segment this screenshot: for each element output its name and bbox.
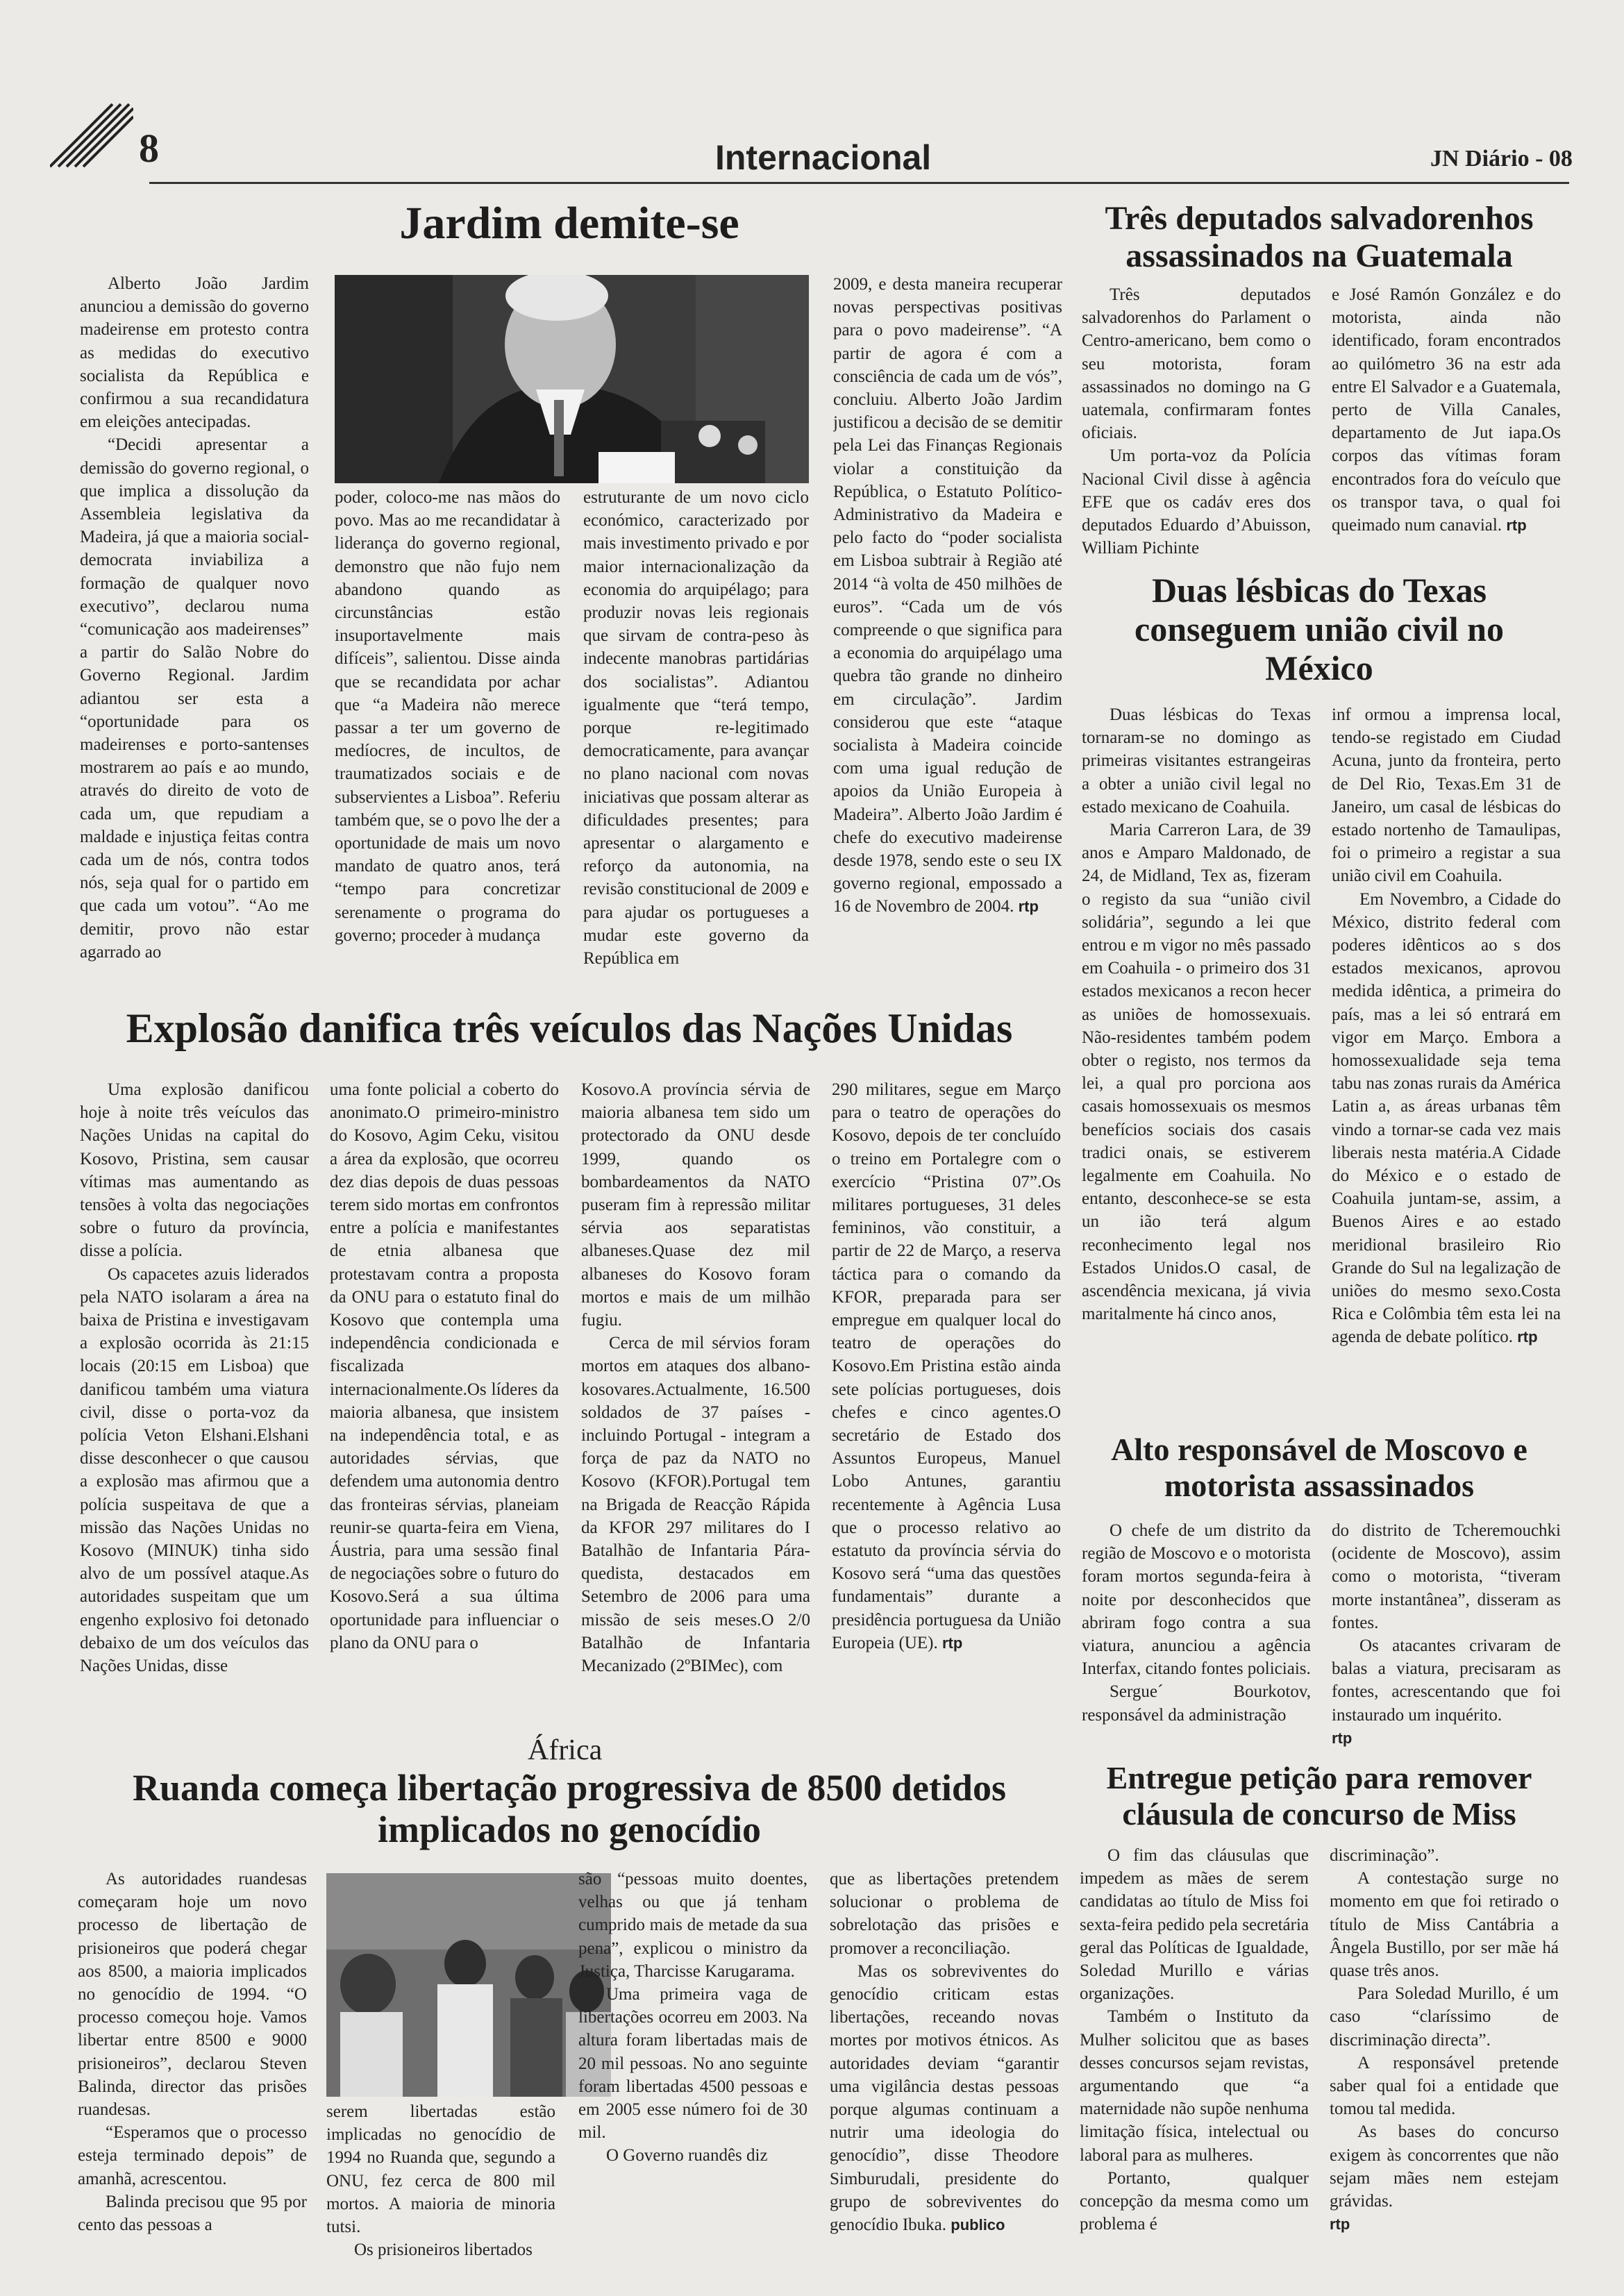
- jardim-p1: Alberto João Jardim anunciou a demissão do governo madeirense em protesto contra as medidas do executivo socialista da República e confirmou a sua recandidatura em eleições antecipadas.: [80, 274, 309, 432]
- kosovo-signature: rtp: [941, 1634, 963, 1652]
- texas-p2: Maria Carreron Lara, de 39 anos e Amparo Maldonado, de 24, de Midland, Tex as, fizeram o registo da sua “união civil solidária”, segundo a lei que entrou e m vigor no mês passado em Coahuila - o primeiro dos 31 estados mexicanos a recon hecer as uniões de homossexuais. Não-residentes também podem obter o registo, nos termos da lei, a qual pro porciona aos casais homossexuais os mesmos benefícios sociais dos casais tradici onais, se estiverem legalmente em Coahuila. No entanto, desconhece-se se esta un ião terá algum reconhecimento legal nos Estados Unidos.O casal, de ascendência mexicana, já vivia maritalmente há cinco anos,: [1082, 821, 1311, 1324]
- kosovo-col2-text: uma fonte policial a coberto do anonimato.O primeiro-ministro do Kosovo, Agim Ceku, visitou a área da explosão, que ocorreu dez dias depois de duas pessoas terem sido mortas em confrontos entre a polícia e manifestantes de etnia albanesa que protestavam contra a proposta da ONU para o estatuto final do Kosovo que contempla uma independência condicionada e fiscalizada internacionalmente.Os líderes da maioria albanesa, que insistem na independência total, e as autoridades sérvias, que defendem uma autonomia dentro das fronteiras sérvias, planeiam reunir-se quarta-feira em Viena, Áustria, para uma sessão final de negociações sobre o futuro do Kosovo.Será a sua última oportunidade para influenciar o plano da ONU para o: [330, 1080, 559, 1652]
- miss-headline: Entregue petição para remover cláusula de concurso de Miss: [1106, 1760, 1532, 1832]
- ruanda-col2: [326, 2100, 555, 2274]
- ruanda-col1: [78, 1868, 307, 2270]
- kosovo-col3: [581, 1078, 810, 1731]
- ruanda-col4: [830, 1868, 1059, 2270]
- jardim-photo: [335, 275, 809, 483]
- kosovo-col2: [330, 1078, 559, 1731]
- jardim-col4-text: 2009, e desta maneira recuperar novas perspectivas positivas para o povo madeirense”. “A partir de agora é com a consciência de cada um de vós”, concluiu. Alberto João Jardim justificou a decisão de se demitir pela Lei das Finanças Regionais violar a constituição da República, o Estatuto Político-Administrativo da Madeira e pelo facto do “poder socialista em Lisboa subtrair à Região até 2014 “à volta de 450 milhões de euros”. “Cada um de vós compreende o que significa para a economia do arquipélago uma quebra tão grande no dinheiro em circulação”. Jardim considerou que este “ataque socialista à Madeira coincide com uma igual redução de apoios da União Europeia à Madeira”. Alberto João Jardim é chefe do executivo madeirense desde 1978, sendo este o seu IX governo regional, empossado a 16 de Novembro de 2004.: [833, 275, 1062, 916]
- miss-p3: Portanto, qualquer concepção da mesma como um problema é: [1080, 2168, 1309, 2234]
- kosovo-col1: [80, 1078, 309, 1731]
- moscovo-col2: [1332, 1519, 1561, 1755]
- kosovo-headline: Explosão danifica três veículos das Nações Unidas: [126, 1005, 1013, 1051]
- ruanda-signature: publico: [951, 2216, 1005, 2234]
- kosovo-col4: [832, 1078, 1061, 1731]
- guatemala-headline: Três deputados salvadorenhos assassinados na Guatemala: [1105, 200, 1534, 274]
- guatemala-col2: [1332, 283, 1561, 561]
- jardim-signature: rtp: [1018, 898, 1039, 916]
- moscovo-headline: Alto responsável de Moscovo e motorista assassinados: [1111, 1432, 1527, 1503]
- kosovo-p3: Kosovo.A província sérvia de maioria albanesa tem sido um protectorado da ONU desde 1999, quando os bombardeamentos da NATO puseram fim à repressão militar sérvia aos separatistas albaneses.Quase dez mil albaneses do Kosovo foram mortos e mais de um milhão fugiu.: [581, 1080, 810, 1330]
- miss-signature: rtp: [1330, 2215, 1350, 2234]
- ruanda-p3: Balinda precisou que 95 por cento das pessoas a: [78, 2192, 307, 2235]
- moscovo-p2: Sergue´ Bourkotov, responsável da administração: [1082, 1682, 1311, 1725]
- miss-p4: discriminação”.: [1330, 1846, 1439, 1865]
- miss-p5: A contestação surge no momento em que foi retirado o título de Miss Cantábria a Ângela Bustillo, por ser mãe há quase três anos.: [1330, 1869, 1559, 1981]
- miss-col2: [1330, 1844, 1559, 2274]
- miss-p8: As bases do concurso exigem às concorrentes que não sejam mães nem estejam grávidas.: [1330, 2122, 1559, 2211]
- ruanda-p8: O Governo ruandês diz: [606, 2146, 768, 2165]
- guatemala-col2-text: e José Ramón González e do motorista, ainda não identificado, foram encontrados ao quilómetro 36 na estr ada entre El Salvador e a Guatemala, perto de Villa Canales, departamento de Jut iapa.Os corpos das vítimas foram encontrados fora do veículo que os transpor tava, o qual foi queimado num canavial.: [1332, 285, 1561, 535]
- texas-col1: [1082, 703, 1311, 1425]
- jardim-col3-text: estruturante de um novo ciclo económico, caracterizado por mais investimento privado e por maior internacionalização da economia do arquipélago; para produzir novas leis regionais que sirvam de contra-peso às indecente manobras partidárias dos socialistas”. Adiantou igualmente que “terá tempo, porque re-legitimado democraticamente, para avançar no plano nacional com novas iniciativas que possam alterar as dificuldades presentes; para apresentar o alargamento e reforço da autonomia, na revisão constitucional de 2009 e para ajudar os portugueses a mudar este governo da República em: [583, 488, 809, 969]
- moscovo-p4: Os atacantes crivaram de balas a viatura, precisaram as fontes, acrescentando que foi instaurado um inquérito.: [1332, 1636, 1561, 1725]
- page-number-stripes-icon: [50, 97, 133, 174]
- kosovo-p2: Os capacetes azuis liderados pela NATO isolaram a área na baixa de Pristina e investigavam a explosão ocorrida às 21:15 locais (20:15 em Lisboa) que danificou também uma viatura civil, disse o porta-voz da polícia Veton Elshani.Elshani disse desconhecer o que causou a explosão mas afirmou que a polícia suspeitava de que a missão das Nações Unidas no Kosovo (MINUK) tinha sido alvo de um possível ataque.As autoridades suspeitam que um engenho explosivo foi detonado debaixo de um dos veículos das Nações Unidas, disse: [80, 1264, 309, 1676]
- kosovo-p1: Uma explosão danificou hoje à noite três veículos das Nações Unidas na capital do Kosovo, Pristina, sem causar vítimas mas aumentando as tensões à volta das negociações sobre o futuro da província, disse a polícia.: [80, 1080, 309, 1261]
- ruanda-p6: são “pessoas muito doentes, velhas ou que já tenham cumprido mais de metade da sua pena”, explicou o ministro da Justiça, Tharcisse Karugarama.: [578, 1870, 807, 1981]
- section-title: Internacional: [715, 138, 932, 177]
- jardim-col2: [335, 486, 560, 996]
- moscovo-col1: [1082, 1519, 1311, 1755]
- texas-signature: rtp: [1517, 1328, 1538, 1346]
- miss-col1: [1080, 1844, 1309, 2274]
- guatemala-signature: rtp: [1506, 517, 1527, 535]
- ruanda-p10: Mas os sobreviventes do genocídio criticam estas libertações, receando novas mortes por motivos étnicos. As autoridades deviam “garantir uma vigilância destas pessoas porque algumas continuam a nutrir uma ideologia do genocídio”, disse Theodore Simburudali, presidente do grupo de sobreviventes do genocídio Ibuka.: [830, 1961, 1059, 2235]
- miss-p7: A responsável pretende saber qual foi a entidade que tomou tal medida.: [1330, 2053, 1559, 2119]
- moscovo-p1: O chefe de um distrito da região de Moscovo e o motorista foram mortos segunda-feira à noite por desconhecidos que abriram fogo contra a sua viatura, anunciou a agência Interfax, citando fontes policiais.: [1082, 1521, 1311, 1679]
- texas-col2: [1332, 703, 1561, 1425]
- jardim-p2: “Decidi apresentar a demissão do governo regional, o que implica a dissolução da Assembleia legislativa da Madeira, já que a maioria social-democrata inviabiliza a formação de qualquer novo executivo”, declarou numa “comunicação aos madeirenses” a partir do Salão Nobre do Governo Regional. Jardim adiantou ser esta a “oportunidade para os madeirenses e porto-santenses mostrarem ao país e ao mundo, através do direito de voto de cada um, que repudiam a maldade e injustiça feitas contra cada um de nós, contra todos nós, seja qual for o partido em que cada um votou”. “Ao me demitir, provo não estar agarrado ao: [80, 435, 309, 962]
- ruanda-photo: [326, 1873, 611, 2097]
- ruanda-col3: [578, 1868, 807, 2270]
- ruanda-p5: Os prisioneiros libertados: [354, 2240, 533, 2260]
- miss-p2: Também o Instituto da Mulher solicitou que as bases desses concursos sejam revistas, argumentando que “a maternidade não supõe nenhuma limitação física, intelectual ou laboral para as mulheres.: [1080, 2007, 1309, 2165]
- ruanda-p7: Uma primeira vaga de libertações ocorreu em 2003. Na altura foram libertadas mais de 20 mil pessoas. No ano seguinte foram libertadas 4500 pessoas e em 2005 esse número foi de 30 mil.: [578, 1985, 807, 2143]
- texas-p1: Duas lésbicas do Texas tornaram-se no domingo as primeiras visitantes estrangeiras a obter a união civil legal no estado mexicano de Coahuila.: [1082, 705, 1311, 816]
- kosovo-p4: Cerca de mil sérvios foram mortos em ataques dos albano-kosovares.Actualmente, 16.500 soldados de 37 países - incluindo Portugal - integram a força de paz da NATO no Kosovo (KFOR).Portugal tem na Brigada de Reacção Rápida da KFOR 297 militares do I Batalhão de Infantaria Pára-quedista, destacados em Setembro de 2006 para uma missão de seis meses.O 2/0 Batalhão de Infantaria Mecanizado (2ºBIMec), com: [581, 1334, 810, 1676]
- jardim-col4: [833, 273, 1062, 995]
- page-number: 8: [139, 126, 159, 171]
- texas-p3: inf ormou a imprensa local, tendo-se registado em Ciudad Acuna, junto da fronteira, perto de Del Rio, Texas.Em 31 de Janeiro, um casal de lésbicas do estado nortenho de Tamaulipas, foi o primeiro a registar a sua união civil em Coahuila.: [1332, 705, 1561, 886]
- jardim-col3: [583, 486, 809, 996]
- guatemala-col1: [1082, 283, 1311, 561]
- ruanda-p9: que as libertações pretendem solucionar o problema de sobrelotação das prisões e promover a reconciliação.: [830, 1870, 1059, 1958]
- miss-p1: O fim das cláusulas que impedem as mães de serem candidatas ao título de Miss foi sexta-feira pedido pela secretária geral das Políticas de Igualdade, Soledad Murillo e várias organizações.: [1080, 1846, 1309, 2004]
- ruanda-headline: Ruanda começa libertação progressiva de 8500 detidos implicados no genocídio: [133, 1767, 1006, 1851]
- moscovo-signature: rtp: [1332, 1729, 1353, 1747]
- ruanda-p1: As autoridades ruandesas começaram hoje um novo processo de libertação de prisioneiros que poderá chegar aos 8500, a maioria implicados no genocídio de 1994. “O processo começou hoje. Vamos libertar entre 8500 e 9000 prisioneiros”, declarou Steven Balinda, director das prisões ruandesas.: [78, 1870, 307, 2120]
- miss-p6: Para Soledad Murillo, é um caso “claríssimo de discriminação directa”.: [1330, 1984, 1559, 2050]
- guatemala-p1: Três deputados salvadorenhos do Parlament o Centro-americano, bem como o seu motorista, foram assassinados no domingo na G uatemala, confirmaram fontes oficiais.: [1082, 285, 1311, 443]
- ruanda-kicker: África: [528, 1734, 603, 1766]
- texas-p4: Em Novembro, a Cidade do México, distrito federal com poderes idênticos ao s dos estados mexicanos, aprovou medida idêntica, a primeira do país, mas a lei só entrará em vigor em Março. Embora a homossexualidade seja tema tabu nas zonas rurais da América Latin a, as áreas urbanas têm vindo a tornar-se cada vez mais liberais nesta matéria.A Cidade do México e o estado de Coahuila juntam-se, assim, a Buenos Aires e ao estado meridional brasileiro Rio Grande do Sul na legalização de uniões do mesmo sexo.Costa Rica e Colômbia têm esta lei na agenda de debate político.: [1332, 889, 1561, 1347]
- header-rule: [149, 182, 1569, 184]
- jardim-col2-text: poder, coloco-me nas mãos do povo. Mas ao me recandidatar à liderança do governo regional, demonstro que não fujo nem abandono quando as circunstâncias estão insuportavelmente mais difíceis”, salientou. Disse ainda que se recandidata por achar que “a Madeira não merece passar a ter um governo de medíocres, de incultos, de traumatizados sociais e de subservientes a Lisboa”. Referiu também que, se o povo lhe der a oportunidade de mais um novo mandato de quatro anos, terá “tempo para concretizar serenamente o programa do governo; proceder à mudança: [335, 488, 560, 945]
- jardim-headline: Jardim demite-se: [399, 198, 739, 249]
- ruanda-p2: “Esperamos que o processo esteja terminado depois” de amanhã, acrescentou.: [78, 2123, 307, 2188]
- texas-headline: Duas lésbicas do Texas conseguem união civil no México: [1135, 571, 1504, 687]
- moscovo-p3: do distrito de Tcheremouchki (ocidente de Moscovo), assim como o motorista, “tiveram morte instantânea”, disseram as fontes.: [1332, 1521, 1561, 1632]
- kosovo-col4-text: 290 militares, segue em Março para o teatro de operações do Kosovo, depois de ter concluído o treino em Portalegre com o exercício “Pristina 07”.Os militares portugueses, 31 deles femininos, vão constituir, a partir de 22 de Março, a reserva táctica para o comando da KFOR, preparada para ser empregue em qualquer local do teatro de operações do Kosovo.Em Pristina estão ainda sete polícias portugueses, dois chefes e cinco agentes.O secretário de Estado dos Assuntos Europeus, Manuel Lobo Antunes, garantiu recentemente à Agência Lusa que o processo relativo ao estatuto da província sérvia do Kosovo será “uma das questões fundamentais” durante a presidência portuguesa da União Europeia (UE).: [832, 1080, 1061, 1652]
- guatemala-p2: Um porta-voz da Polícia Nacional Civil disse à agência EFE que os cadáv eres dos deputados Eduardo d’Abuisson, William Pichinte: [1082, 446, 1311, 558]
- jardim-col1: [80, 272, 309, 994]
- ruanda-p4: serem libertadas estão implicadas no genocídio de 1994 no Ruanda que, segundo a ONU, fez cerca de 800 mil mortos. A maioria de minoria tutsi.: [326, 2102, 555, 2237]
- paper-name: JN Diário - 08: [1430, 146, 1573, 171]
